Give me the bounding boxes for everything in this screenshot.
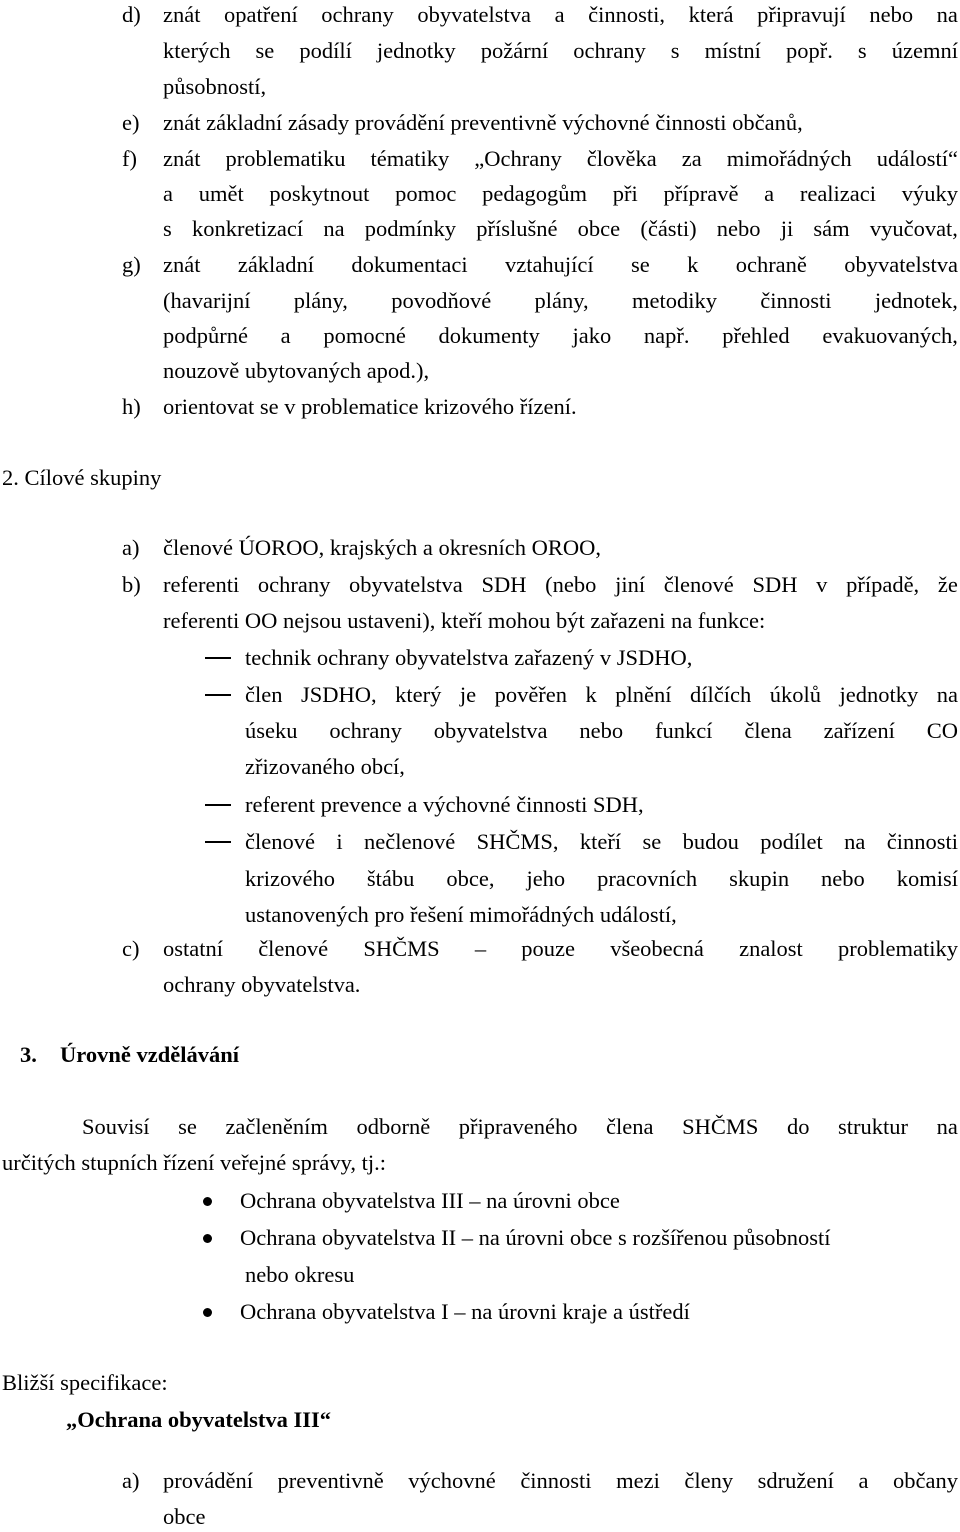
item-a-line: členové ÚOROO, krajských a okresních OROO,	[163, 535, 602, 560]
item-d-line: působností,	[163, 74, 267, 99]
bullet-item-line: Ochrana obyvatelstva I – na úrovni kraje a ústředí	[240, 1299, 690, 1324]
item-g-line: znát základní dokumentaci vztahující se k ochraně obyvatelstva	[163, 252, 958, 277]
spec-label: Bližší specifikace:	[2, 1370, 168, 1395]
list-marker-g: g)	[122, 252, 141, 277]
dash-item-line: členové i nečlenové SHČMS, kteří se budou podílet na činnosti	[245, 829, 958, 854]
dash-bullet	[205, 694, 231, 696]
dash-bullet	[205, 841, 231, 843]
dash-item-line: úseku ochrany obyvatelstva nebo funkcí člena zařízení CO	[245, 718, 958, 743]
item-h-line: orientovat se v problematice krizového řízení.	[163, 394, 577, 419]
section-number: 3.	[20, 1042, 37, 1067]
bullet-dot	[203, 1197, 212, 1206]
item-f-line: znát problematiku tématiky „Ochrany člověka za mimořádných událostí“	[163, 146, 958, 171]
dash-item-line: krizového štábu obce, jeho pracovních skupin nebo komisí	[245, 866, 958, 891]
spec-title: „Ochrana obyvatelstva III“	[66, 1407, 332, 1432]
dash-bullet	[205, 657, 231, 659]
dash-item-line: zřizovaného obcí,	[245, 754, 405, 779]
intro-line: Souvisí se začleněním odborně připraveného člena SHČMS do struktur na	[82, 1114, 958, 1139]
bullet-item-line: Ochrana obyvatelstva II – na úrovni obce s rozšířenou působností	[240, 1225, 831, 1250]
bullet-item-line: Ochrana obyvatelstva III – na úrovni obce	[240, 1188, 620, 1213]
item-g-line: (havarijní plány, povodňové plány, metodiky činnosti jednotek,	[163, 288, 958, 313]
list-marker-e: e)	[122, 110, 140, 135]
dash-item-line: referent prevence a výchovné činnosti SDH,	[245, 792, 644, 817]
spec-item-line: obce	[163, 1504, 206, 1529]
intro-line: určitých stupních řízení veřejné správy, tj.:	[2, 1150, 387, 1175]
list-marker-spec-a: a)	[122, 1468, 140, 1493]
bullet-dot	[203, 1234, 212, 1243]
list-marker-h: h)	[122, 394, 141, 419]
list-marker-d: d)	[122, 2, 141, 27]
item-c-line: ostatní členové SHČMS – pouze všeobecná znalost problematiky	[163, 936, 958, 961]
spec-item-line: provádění preventivně výchovné činnosti mezi členy sdružení a občany	[163, 1468, 958, 1493]
list-marker-a: a)	[122, 535, 140, 560]
item-b-line: referenti OO nejsou ustaveni), kteří mohou být zařazeni na funkce:	[163, 608, 766, 633]
list-marker-f: f)	[122, 146, 137, 171]
dash-item-line: technik ochrany obyvatelstva zařazený v JSDHO,	[245, 645, 693, 670]
section-heading-target-groups: 2. Cílové skupiny	[2, 465, 162, 490]
item-f-line: s konkretizací na podmínky příslušné obce (části) nebo ji sám vyučovat,	[163, 216, 958, 241]
item-c-line: ochrany obyvatelstva.	[163, 972, 361, 997]
bullet-item-line: nebo okresu	[245, 1262, 355, 1287]
list-marker-b: b)	[122, 572, 141, 597]
list-marker-c: c)	[122, 936, 140, 961]
item-d-line: kterých se podílí jednotky požární ochrany s místní popř. s územní	[163, 38, 958, 63]
dash-item-line: člen JSDHO, který je pověřen k plnění dílčích úkolů jednotky na	[245, 682, 958, 707]
item-f-line: a umět poskytnout pomoc pedagogům při přípravě a realizaci výuky	[163, 181, 958, 206]
section-heading-levels: Úrovně vzdělávání	[60, 1042, 239, 1067]
bullet-dot	[203, 1308, 212, 1317]
item-g-line: podpůrné a pomocné dokumenty jako např. přehled evakuovaných,	[163, 323, 958, 348]
item-b-line: referenti ochrany obyvatelstva SDH (nebo jiní členové SDH v případě, že	[163, 572, 958, 597]
item-e-line: znát základní zásady provádění preventivně výchovné činnosti občanů,	[163, 110, 803, 135]
item-g-line: nouzově ubytovaných apod.),	[163, 358, 430, 383]
item-d-line: znát opatření ochrany obyvatelstva a činnosti, která připravují nebo na	[163, 2, 958, 27]
dash-item-line: ustanovených pro řešení mimořádných událostí,	[245, 902, 677, 927]
dash-bullet	[205, 804, 231, 806]
